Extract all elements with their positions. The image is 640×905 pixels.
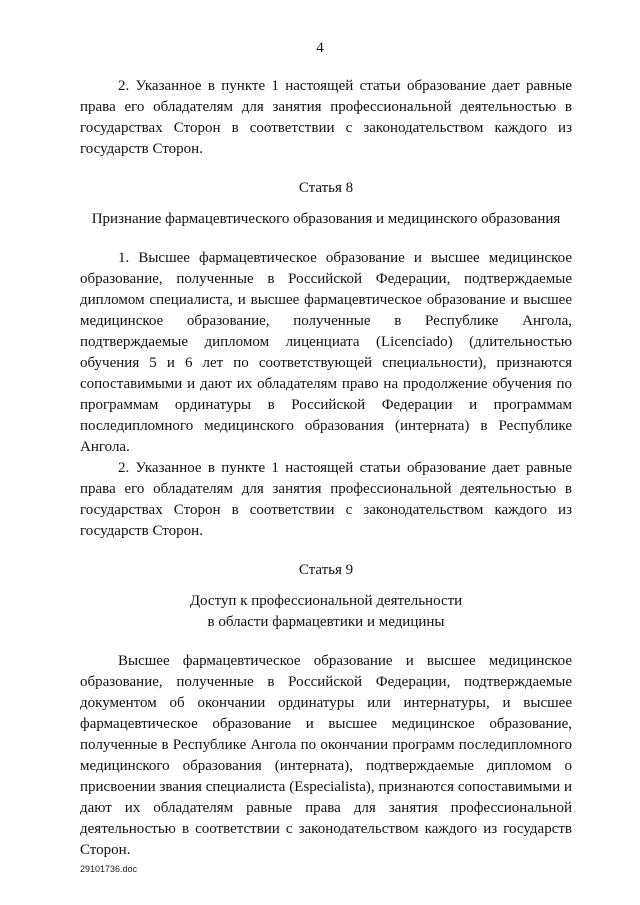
paragraph: 2. Указанное в пункте 1 настоящей статьи образование дает равные права его обладателям для занятия профессиональной деятельностью в государствах Сторон в соответствии с законодательством каждого из государств Сторон. bbox=[80, 78, 572, 157]
page-number: 4 bbox=[316, 40, 324, 56]
spacer bbox=[80, 160, 572, 178]
spacer bbox=[80, 581, 572, 591]
paragraph: 2. Указанное в пункте 1 настоящей статьи образование дает равные права его обладателям для занятия профессиональной деятельностью в государствах Сторон в соответствии с законодательством каждого из государств Сторон. bbox=[80, 460, 572, 539]
spacer bbox=[80, 230, 572, 248]
document-filename: 29101736.doc bbox=[80, 864, 138, 874]
spacer bbox=[80, 633, 572, 651]
paragraph: Высшее фармацевтическое образование и высшее медицинское образование, полученные в Российской Федерации, подтверждаемые документом об окончании ординатуры или интернатуры, и высшее фармацевтическое образование и высшее медицинское образование, полученные в Республике Ангола по окончании программ последипломного медицинского образования (интерната), подтверждаемые дипломом о присвоении звания специалиста (Especialista), признаются сопоставимыми и дают их обладателям равные права для занятия профессиональной деятельностью в соответствии с законодательством каждого из государств Сторон. bbox=[80, 653, 572, 858]
section-heading: Статья 9 bbox=[298, 562, 354, 578]
document-body bbox=[80, 76, 572, 861]
spacer bbox=[80, 542, 572, 560]
paragraph: 1. Высшее фармацевтическое образование и высшее медицинское образование, полученные в Российской Федерации, подтверждаемые дипломом специалиста, и высшее фармацевтическое образование и высшее медицинское образование, полученные в Республике Ангола, подтверждаемые дипломом лиценциата (Licenciado) (длительностью обучения 5 и 6 лет по соответствующей специальности), признаются сопоставимыми и дают их обладателям право на продолжение обучения по программам ординатуры в Российской Федерации и программам последипломного медицинского образования (интерната) в Республике Ангола. bbox=[80, 250, 572, 455]
section-heading: Признание фармацевтического образования и медицинского образования bbox=[91, 211, 561, 227]
section-heading: Статья 8 bbox=[298, 180, 354, 196]
spacer bbox=[80, 199, 572, 209]
section-heading: Доступ к профессиональной деятельности в области фармацевтики и медицины bbox=[189, 593, 463, 630]
